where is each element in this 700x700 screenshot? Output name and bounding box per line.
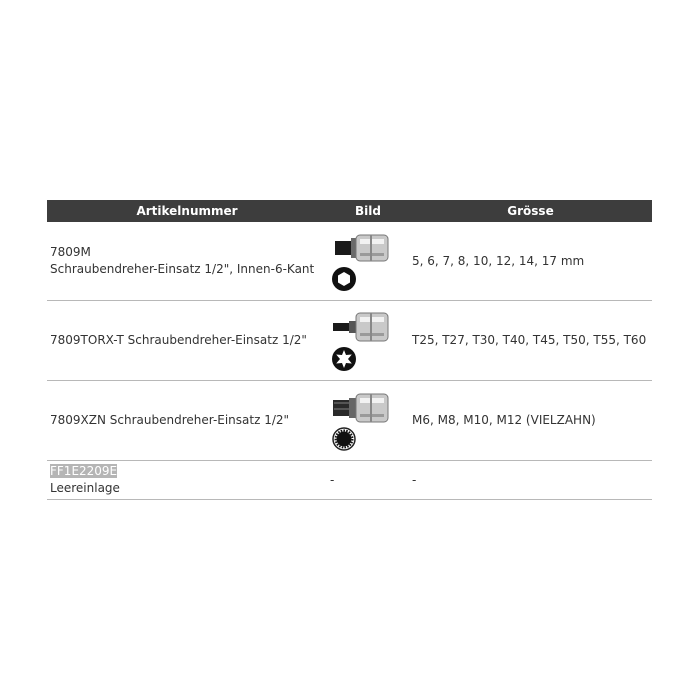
header-article-number: Artikelnummer [47, 200, 327, 222]
table-row [47, 461, 652, 500]
article-code: 7809XZN [50, 413, 106, 427]
article-description: Schraubendreher-Einsatz 1/2" [109, 413, 290, 427]
article-description: Schraubendreher-Einsatz 1/2", Innen-6-Kant [50, 262, 315, 276]
header-size: Grösse [409, 200, 652, 222]
product-table [47, 200, 652, 500]
article-cell [47, 381, 327, 461]
table-header-row [47, 200, 652, 222]
table-row [47, 381, 652, 461]
hex-bit-socket-icon [335, 235, 388, 261]
hexagon-profile-icon [332, 267, 356, 291]
torx-bit-socket-icon [333, 313, 388, 341]
product-image [330, 389, 406, 453]
article-description: Schraubendreher-Einsatz 1/2" [127, 333, 307, 347]
article-cell [47, 301, 327, 381]
article-code: FF1E2209E [50, 464, 118, 478]
article-code: 7809M [50, 245, 91, 259]
table-row [47, 222, 652, 301]
product-image [330, 229, 406, 293]
xzn-profile-icon [333, 428, 355, 450]
article-cell [47, 222, 327, 301]
size-cell: M6, M8, M10, M12 (VIELZAHN) [409, 381, 652, 461]
image-cell [327, 381, 409, 461]
header-image: Bild [327, 200, 409, 222]
size-cell: T25, T27, T30, T40, T45, T50, T55, T60 [409, 301, 652, 381]
image-cell [327, 222, 409, 301]
article-description: Leereinlage [50, 481, 120, 495]
size-cell: - [409, 461, 652, 500]
table-row [47, 301, 652, 381]
article-code: 7809TORX-T [50, 333, 124, 347]
product-image [330, 309, 406, 373]
torx-profile-icon [332, 347, 356, 371]
xzn-bit-socket-icon [333, 394, 388, 422]
image-cell [327, 301, 409, 381]
size-cell: 5, 6, 7, 8, 10, 12, 14, 17 mm [409, 222, 652, 301]
image-cell: - [327, 461, 409, 500]
article-cell [47, 461, 327, 500]
